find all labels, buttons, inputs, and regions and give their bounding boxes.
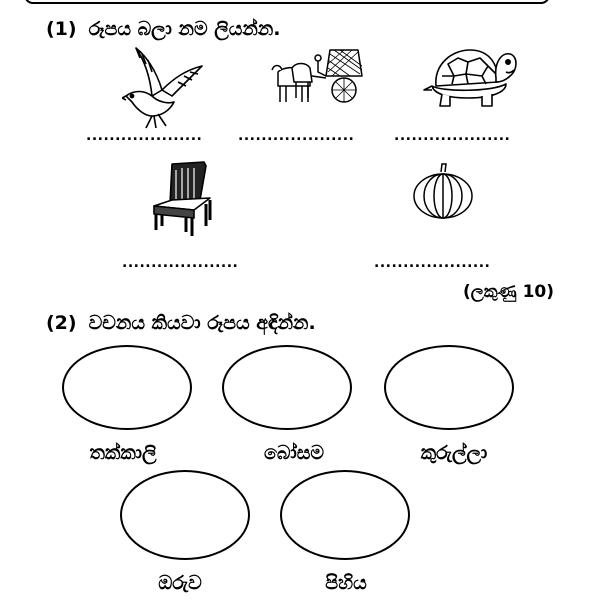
chair-picture [150, 160, 214, 238]
bird-picture [122, 46, 204, 130]
answer-line-5: .................... [374, 255, 491, 271]
drawing-oval-4[interactable] [120, 470, 250, 560]
bull-cart-picture [270, 46, 364, 110]
section-2-instruction: වචනය කියවා රූපය අඳින්න. [88, 312, 316, 334]
section-1-heading [46, 18, 280, 40]
word-bird: කුරුල්ලා [420, 442, 488, 464]
marks-label: (ලකුණු 10) [463, 282, 554, 302]
drawing-oval-1[interactable] [62, 345, 192, 430]
section-1-number: (1) [46, 18, 77, 40]
drawing-oval-2[interactable] [222, 345, 352, 430]
answer-line-4: .................... [122, 255, 239, 271]
section-2-heading [46, 312, 316, 334]
word-tomato: තක්කාලි [89, 442, 157, 464]
section-1-instruction: රූපය බලා නම ලියන්න. [88, 18, 281, 40]
pumpkin-picture [412, 162, 474, 222]
drawing-oval-3[interactable] [384, 345, 514, 430]
answer-line-3: .................... [394, 128, 511, 144]
word-word-2: බෝසම [263, 442, 325, 464]
word-knife: පිහිය [325, 572, 367, 594]
drawing-oval-5[interactable] [280, 470, 410, 560]
answer-line-2: .................... [238, 128, 355, 144]
word-boat: ඔරුව [158, 572, 202, 594]
answer-line-1: .................... [86, 128, 203, 144]
turtle-picture [422, 42, 518, 112]
section-2-number: (2) [46, 312, 77, 334]
top-border-box [24, 0, 550, 4]
